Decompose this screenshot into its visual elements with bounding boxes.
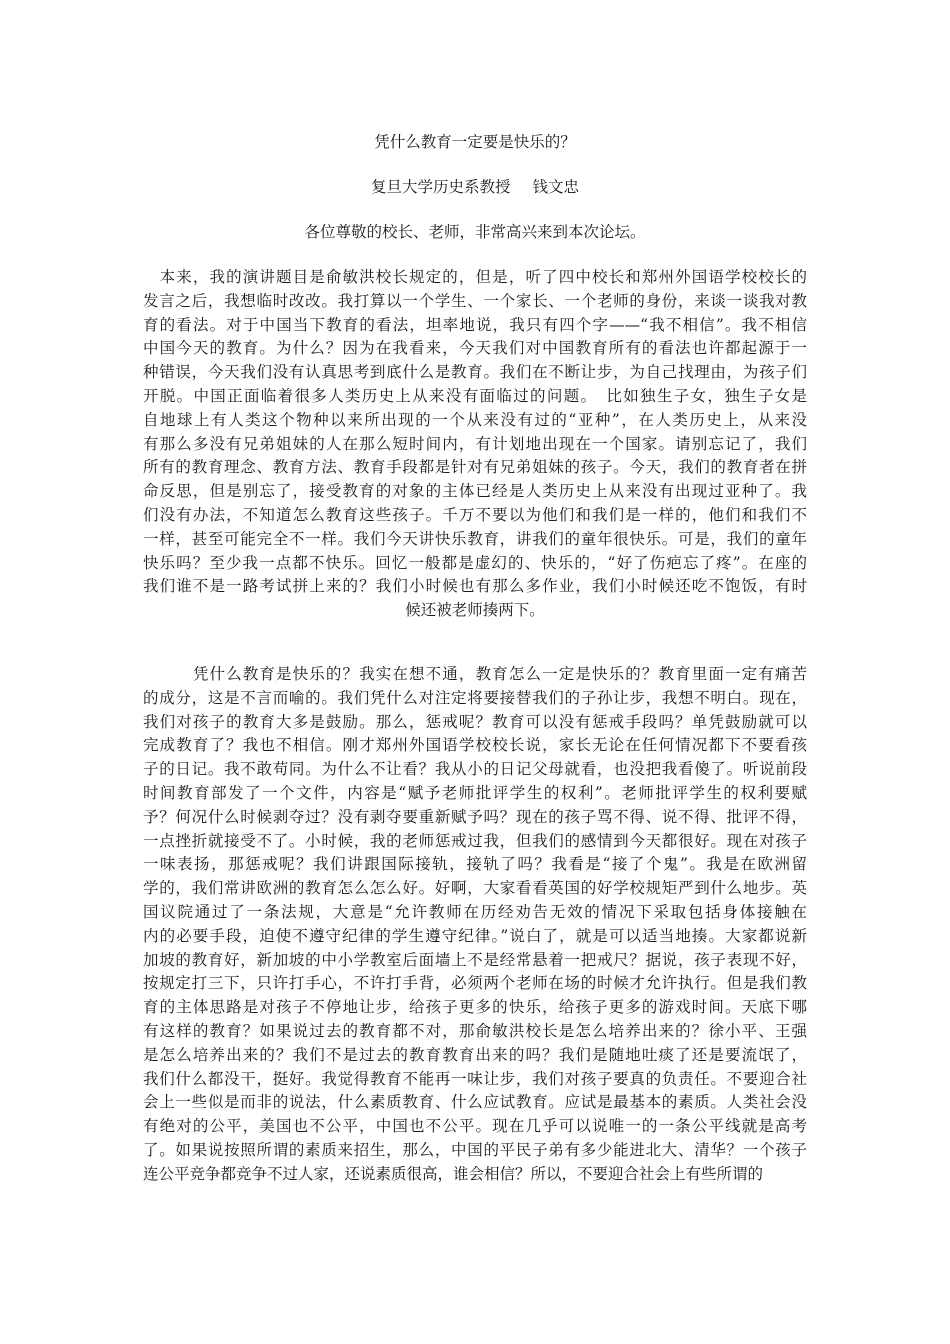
text-line: 学的，我们常讲欧洲的教育怎么怎么好。好啊，大家看看英国的好学校规矩严到什么地步。英 bbox=[143, 879, 807, 898]
text-line: 国议院通过了一条法规，大意是“允许教师在历经劝告无效的情况下采取包括身体接触在 bbox=[143, 902, 807, 921]
text-line: 我们谁不是一路考试拼上来的？我们小时候也有那么多作业，我们小时候还吃不饱饭，有时 bbox=[143, 577, 807, 596]
text-line: 会上一些似是而非的说法，什么素质教育、什么应试教育。应试是最基本的素质。人类社会没 bbox=[143, 1093, 807, 1112]
text-line: 有绝对的公平，美国也不公平，中国也不公平。现在几乎可以说唯一的一条公平线就是高考 bbox=[143, 1117, 807, 1136]
text-line: 我们对孩子的教育大多是鼓励。那么，惩戒呢？教育可以没有惩戒手段吗？单凭鼓励就可以 bbox=[143, 712, 807, 731]
text-line: 加坡的教育好，新加坡的中小学教室后面墙上不是经常悬着一把戒尺？据说，孩子表现不好， bbox=[143, 950, 807, 969]
text-line: 我们什么都没干，挺好。我觉得教育不能再一味让步，我们对孩子要真的负责任。不要迎合社 bbox=[143, 1069, 807, 1088]
text-line: 有这样的教育？如果说过去的教育都不对，那俞敏洪校长是怎么培养出来的？徐小平、王强 bbox=[143, 1021, 807, 1040]
text-line: 种错误，今天我们没有认真思考到底什么是教育。我们在不断让步，为自己找理由，为孩子们 bbox=[143, 363, 807, 382]
text-line: 凭什么教育是快乐的？我实在想不通，教育怎么一定是快乐的？教育里面一定有痛苦 bbox=[143, 665, 807, 683]
text-line: 予？何况什么时候剥夺过？没有剥夺要重新赋予吗？现在的孩子骂不得、说不得、批评不得， bbox=[143, 807, 807, 826]
text-line: 了。如果说按照所谓的素质来招生，那么，中国的平民子弟有多少能进北大、清华？一个孩子 bbox=[143, 1140, 807, 1159]
text-line: 有那么多没有兄弟姐妹的人在那么短时间内，有计划地出现在一个国家。请别忘记了，我们 bbox=[143, 434, 807, 453]
text-line: 完成教育了？我也不相信。刚才郑州外国语学校校长说，家长无论在任何情况都下不要看孩 bbox=[143, 736, 807, 755]
author-line bbox=[0, 176, 950, 198]
text-line: 是怎么培养出来的？我们不是过去的教育教育出来的吗？我们是随地吐痰了还是要流氓了， bbox=[143, 1045, 807, 1064]
text-line: 们没有办法，不知道怎么教育这些孩子。千万不要以为他们和我们是一样的，他们和我们不 bbox=[143, 505, 807, 524]
text-line: 中国今天的教育。为什么？因为在我看来，今天我们对中国教育所有的看法也许都起源于一 bbox=[143, 339, 807, 358]
text-line: 快乐吗？至少我一点都不快乐。回忆一般都是虚幻的、快乐的，“好了伤疤忘了疼”。在座的 bbox=[143, 553, 807, 572]
text-line: 命反思，但是别忘了，接受教育的对象的主体已经是人类历史上从来没有出现过亚种了。我 bbox=[143, 482, 807, 501]
text-line: 本来，我的演讲题目是俞敏洪校长规定的，但是，听了四中校长和郑州外国语学校校长的 bbox=[143, 268, 807, 286]
text-line: 开脱。中国正面临着很多人类历史上从来没有面临过的问题。 比如独生子女，独生子女是 bbox=[143, 386, 807, 405]
text-line: 子的日记。我不敢苟同。为什么不让看？我从小的日记父母就看，也没把我看傻了。听说前段 bbox=[143, 760, 807, 779]
paragraph-2 bbox=[143, 663, 807, 1187]
text-line: 一点挫折就接受不了。小时候，我的老师惩戒过我，但我们的感情到今天都很好。现在对孩子 bbox=[143, 831, 807, 850]
text-line: 时间教育部发了一个文件，内容是“赋予老师批评学生的权利”。老师批评学生的权利要赋 bbox=[143, 783, 807, 802]
text-line: 连公平竞争都竞争不过人家，还说素质很高，谁会相信？所以，不要迎合社会上有些所谓的 bbox=[143, 1164, 764, 1183]
text-line: 候还被老师揍两下。 bbox=[405, 601, 545, 620]
greeting-line: 各位尊敬的校长、老师，非常高兴来到本次论坛。 bbox=[304, 223, 646, 241]
paragraph-1 bbox=[143, 266, 807, 623]
text-line: 按规定打三下，只许打手心，不许打手背，必须两个老师在场的时候才允许执行。但是我们教 bbox=[143, 974, 807, 993]
author-affiliation: 复旦大学历史系教授 bbox=[370, 178, 511, 196]
text-line: 育的主体思路是对孩子不停地让步，给孩子更多的快乐，给孩子更多的游戏时间。天底下哪 bbox=[143, 998, 807, 1017]
text-line: 内的必要手段，迫使不遵守纪律的学生遵守纪律。”说白了，就是可以适当地揍。大家都说新 bbox=[143, 926, 807, 945]
author-name: 钱文忠 bbox=[532, 178, 580, 196]
text-line: 一样，甚至可能完全不一样。我们今天讲快乐教育，讲我们的童年很快乐。可是，我们的童年 bbox=[143, 529, 807, 548]
document-title: 凭什么教育一定要是快乐的？ bbox=[374, 133, 576, 151]
text-line: 的成分，这是不言而喻的。我们凭什么对注定将要接替我们的子孙让步，我想不明白。现在， bbox=[143, 688, 807, 707]
text-line: 发言之后，我想临时改改。我打算以一个学生、一个家长、一个老师的身份，来谈一谈我对教 bbox=[143, 291, 807, 310]
text-line: 一味表扬，那惩戒呢？我们讲跟国际接轨，接轨了吗？我看是“接了个鬼”。我是在欧洲留 bbox=[143, 855, 807, 874]
text-line: 所有的教育理念、教育方法、教育手段都是针对有兄弟姐妹的孩子。今天，我们的教育者在拼 bbox=[143, 458, 807, 477]
text-line: 育的看法。对于中国当下教育的看法，坦率地说，我只有四个字——“我不相信”。我不相信 bbox=[143, 315, 807, 334]
text-line: 自地球上有人类这个物种以来所出现的一个从来没有过的“亚种”，在人类历史上，从来没 bbox=[143, 410, 807, 429]
